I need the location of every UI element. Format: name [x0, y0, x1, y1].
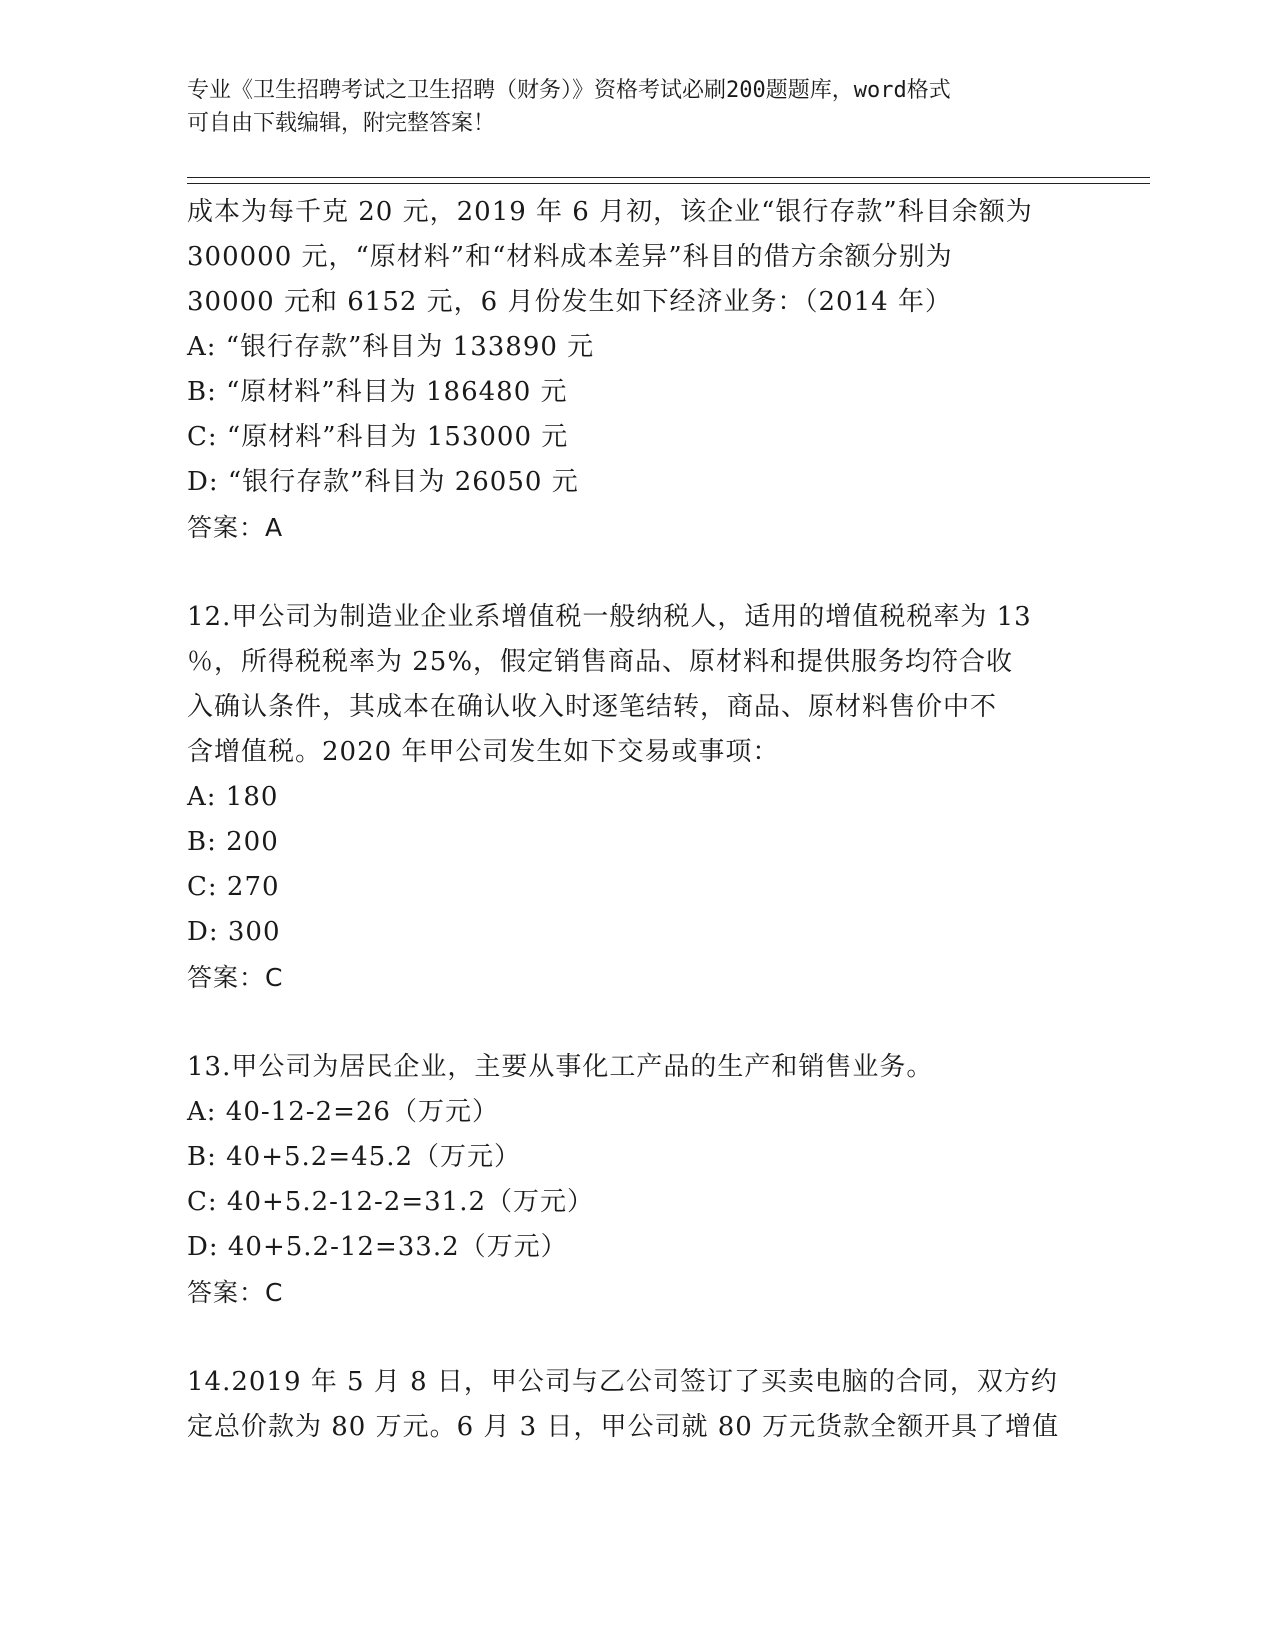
document-header: [187, 74, 1067, 140]
header-line-1: 专业《卫生招聘考试之卫生招聘（财务）》资格考试必刷200题题库，word格式: [187, 78, 951, 103]
option-b: B: 40+5.2=45.2（万元）: [187, 1142, 522, 1172]
document-body: [187, 190, 1087, 1450]
question-12: [187, 595, 1087, 1000]
header-line-2: 可自由下载编辑，附完整答案！: [187, 111, 496, 136]
answer-label: 答案：C: [187, 1278, 284, 1307]
question-text-line: 12.甲公司为制造业企业系增值税一般纳税人，适用的增值税税率为 13: [187, 602, 1032, 632]
option-a: A: 40-12-2=26（万元）: [187, 1097, 499, 1127]
header-rule-bottom: [187, 183, 1150, 184]
option-d: D: 40+5.2-12=33.2（万元）: [187, 1232, 568, 1262]
option-a: A: 180: [187, 782, 279, 812]
question-text-line: 定总价款为 80 万元。6 月 3 日，甲公司就 80 万元货款全额开具了增值: [187, 1412, 1060, 1442]
answer-label: 答案：C: [187, 963, 284, 992]
option-d: D: “银行存款”科目为 26050 元: [187, 467, 579, 497]
header-rule-top: [187, 177, 1150, 178]
question-text-line: 成本为每千克 20 元，2019 年 6 月初，该企业“银行存款”科目余额为: [187, 197, 1033, 227]
question-11-continued: [187, 190, 1087, 550]
question-text-line: 含增值税。2020 年甲公司发生如下交易或事项：: [187, 737, 780, 767]
question-text-line: 入确认条件，其成本在确认收入时逐笔结转，商品、原材料售价中不: [187, 692, 998, 722]
question-text-line: 300000 元，“原材料”和“材料成本差异”科目的借方余额分别为: [187, 242, 953, 272]
option-c: C: 40+5.2-12-2=31.2（万元）: [187, 1187, 595, 1217]
question-text-line: ％，所得税税率为 25%，假定销售商品、原材料和提供服务均符合收: [187, 647, 1014, 677]
option-d: D: 300: [187, 917, 281, 947]
option-b: B: “原材料”科目为 186480 元: [187, 377, 568, 407]
question-text-line: 30000 元和 6152 元，6 月份发生如下经济业务：（2014 年）: [187, 287, 952, 317]
option-a: A: “银行存款”科目为 133890 元: [187, 332, 595, 362]
question-text-line: 14.2019 年 5 月 8 日，甲公司与乙公司签订了买卖电脑的合同，双方约: [187, 1367, 1058, 1397]
option-c: C: “原材料”科目为 153000 元: [187, 422, 569, 452]
option-b: B: 200: [187, 827, 279, 857]
option-c: C: 270: [187, 872, 280, 902]
question-14: [187, 1360, 1087, 1450]
question-13: [187, 1045, 1087, 1315]
question-text-line: 13.甲公司为居民企业，主要从事化工产品的生产和销售业务。: [187, 1052, 934, 1082]
answer-label: 答案：A: [187, 513, 284, 542]
